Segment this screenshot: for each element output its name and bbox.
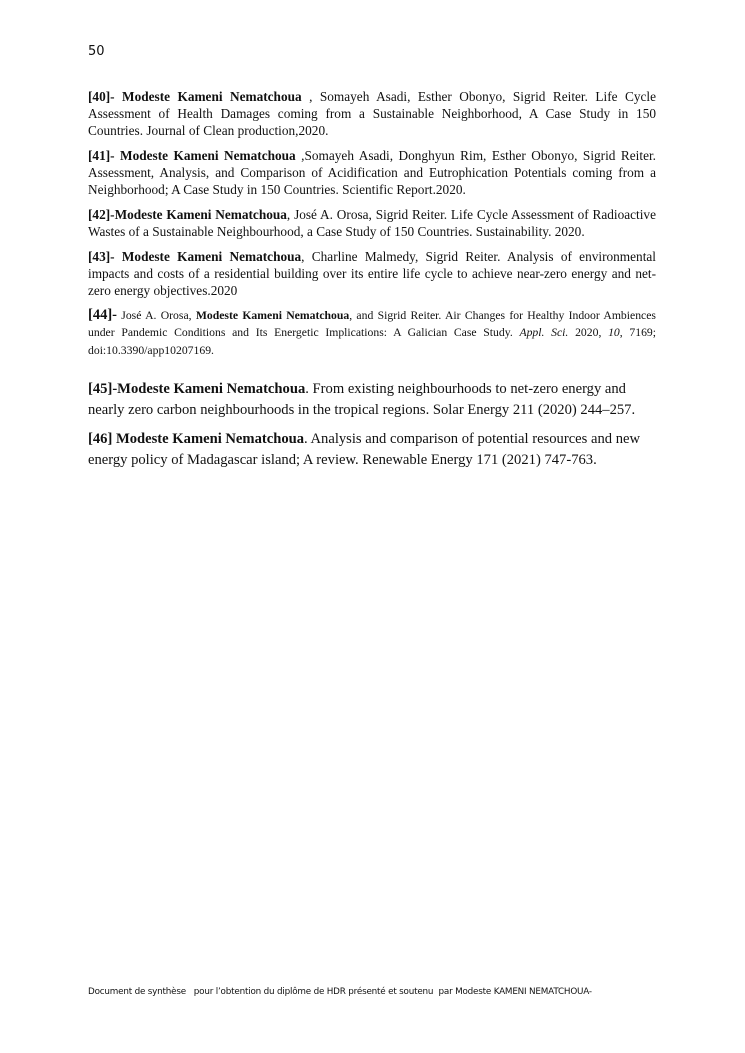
reference-text: , Charline Malmedy, Sigrid Reiter. Analysis of environmental impacts and costs of a residential building over its entire life cycle to achieve near-zero energy and net-zero energy objectives.2020	[88, 249, 656, 298]
reference-volume: 10	[608, 326, 620, 340]
reference-43	[88, 248, 656, 299]
reference-list	[88, 88, 656, 479]
reference-45	[88, 379, 656, 421]
reference-42	[88, 206, 656, 240]
reference-text: , and Sigrid Reiter. Air Changes for Healthy Indoor Ambiences under Pandemic Conditions and Its Energetic Implications: A Galician Case Study.	[88, 309, 656, 340]
reference-text: , Somayeh Asadi, Esther Obonyo, Sigrid Reiter. Life Cycle Assessment of Health Damages coming from a Sustainable Neighborhood, A Case Study in 150 Countries. Journal of Clean production,2020.	[88, 89, 656, 138]
reference-text: . Analysis and comparison of potential resources and new energy policy of Madagascar island; A review. Renewable Energy 171 (2021) 747-763.	[88, 430, 641, 468]
reference-46	[88, 429, 656, 471]
reference-year: 2020,	[568, 326, 609, 340]
reference-label: [43]- Modeste Kameni Nematchoua	[88, 249, 302, 264]
reference-40	[88, 88, 656, 139]
reference-label: [40]- Modeste Kameni Nematchoua	[88, 89, 302, 104]
reference-label: [45]-Modeste Kameni Nematchoua	[88, 380, 306, 397]
reference-doi: , 7169; doi:10.3390/app10207169.	[88, 326, 657, 357]
reference-text: . From existing neighbourhoods to net-zero energy and nearly zero carbon neighbourhoods in the tropical regions. Solar Energy 211 (2020) 244–257.	[88, 380, 636, 418]
page-number: 50	[88, 44, 105, 59]
reference-journal: Appl. Sci.	[519, 326, 569, 340]
reference-41	[88, 147, 656, 198]
reference-text: , José A. Orosa, Sigrid Reiter. Life Cycle Assessment of Radioactive Wastes of a Sustainable Neighbourhood, a Case Study of 150 Countries. Sustainability. 2020.	[88, 207, 656, 239]
reference-label: [42]-Modeste Kameni Nematchoua	[88, 207, 287, 222]
reference-44	[88, 307, 656, 359]
reference-authors: José A. Orosa,	[117, 309, 196, 322]
reference-label: [41]- Modeste Kameni Nematchoua	[88, 148, 296, 163]
reference-text: ,Somayeh Asadi, Donghyun Rim, Esther Obonyo, Sigrid Reiter. Assessment, Analysis, and Comparison of Acidification and Eutrophication Potentials coming from a Neighborhood; A Case Study in 150 Countries. Scientific Report.2020.	[88, 148, 656, 197]
page-footer: Document de synthèse pour l’obtention du diplôme de HDR présenté et soutenu par Modeste KAMENI NEMATCHOUA-	[88, 987, 592, 997]
reference-highlight-author: Modeste Kameni Nematchoua	[195, 309, 350, 322]
reference-label: [44]-	[88, 307, 117, 323]
reference-label: [46] Modeste Kameni Nematchoua	[88, 430, 305, 447]
